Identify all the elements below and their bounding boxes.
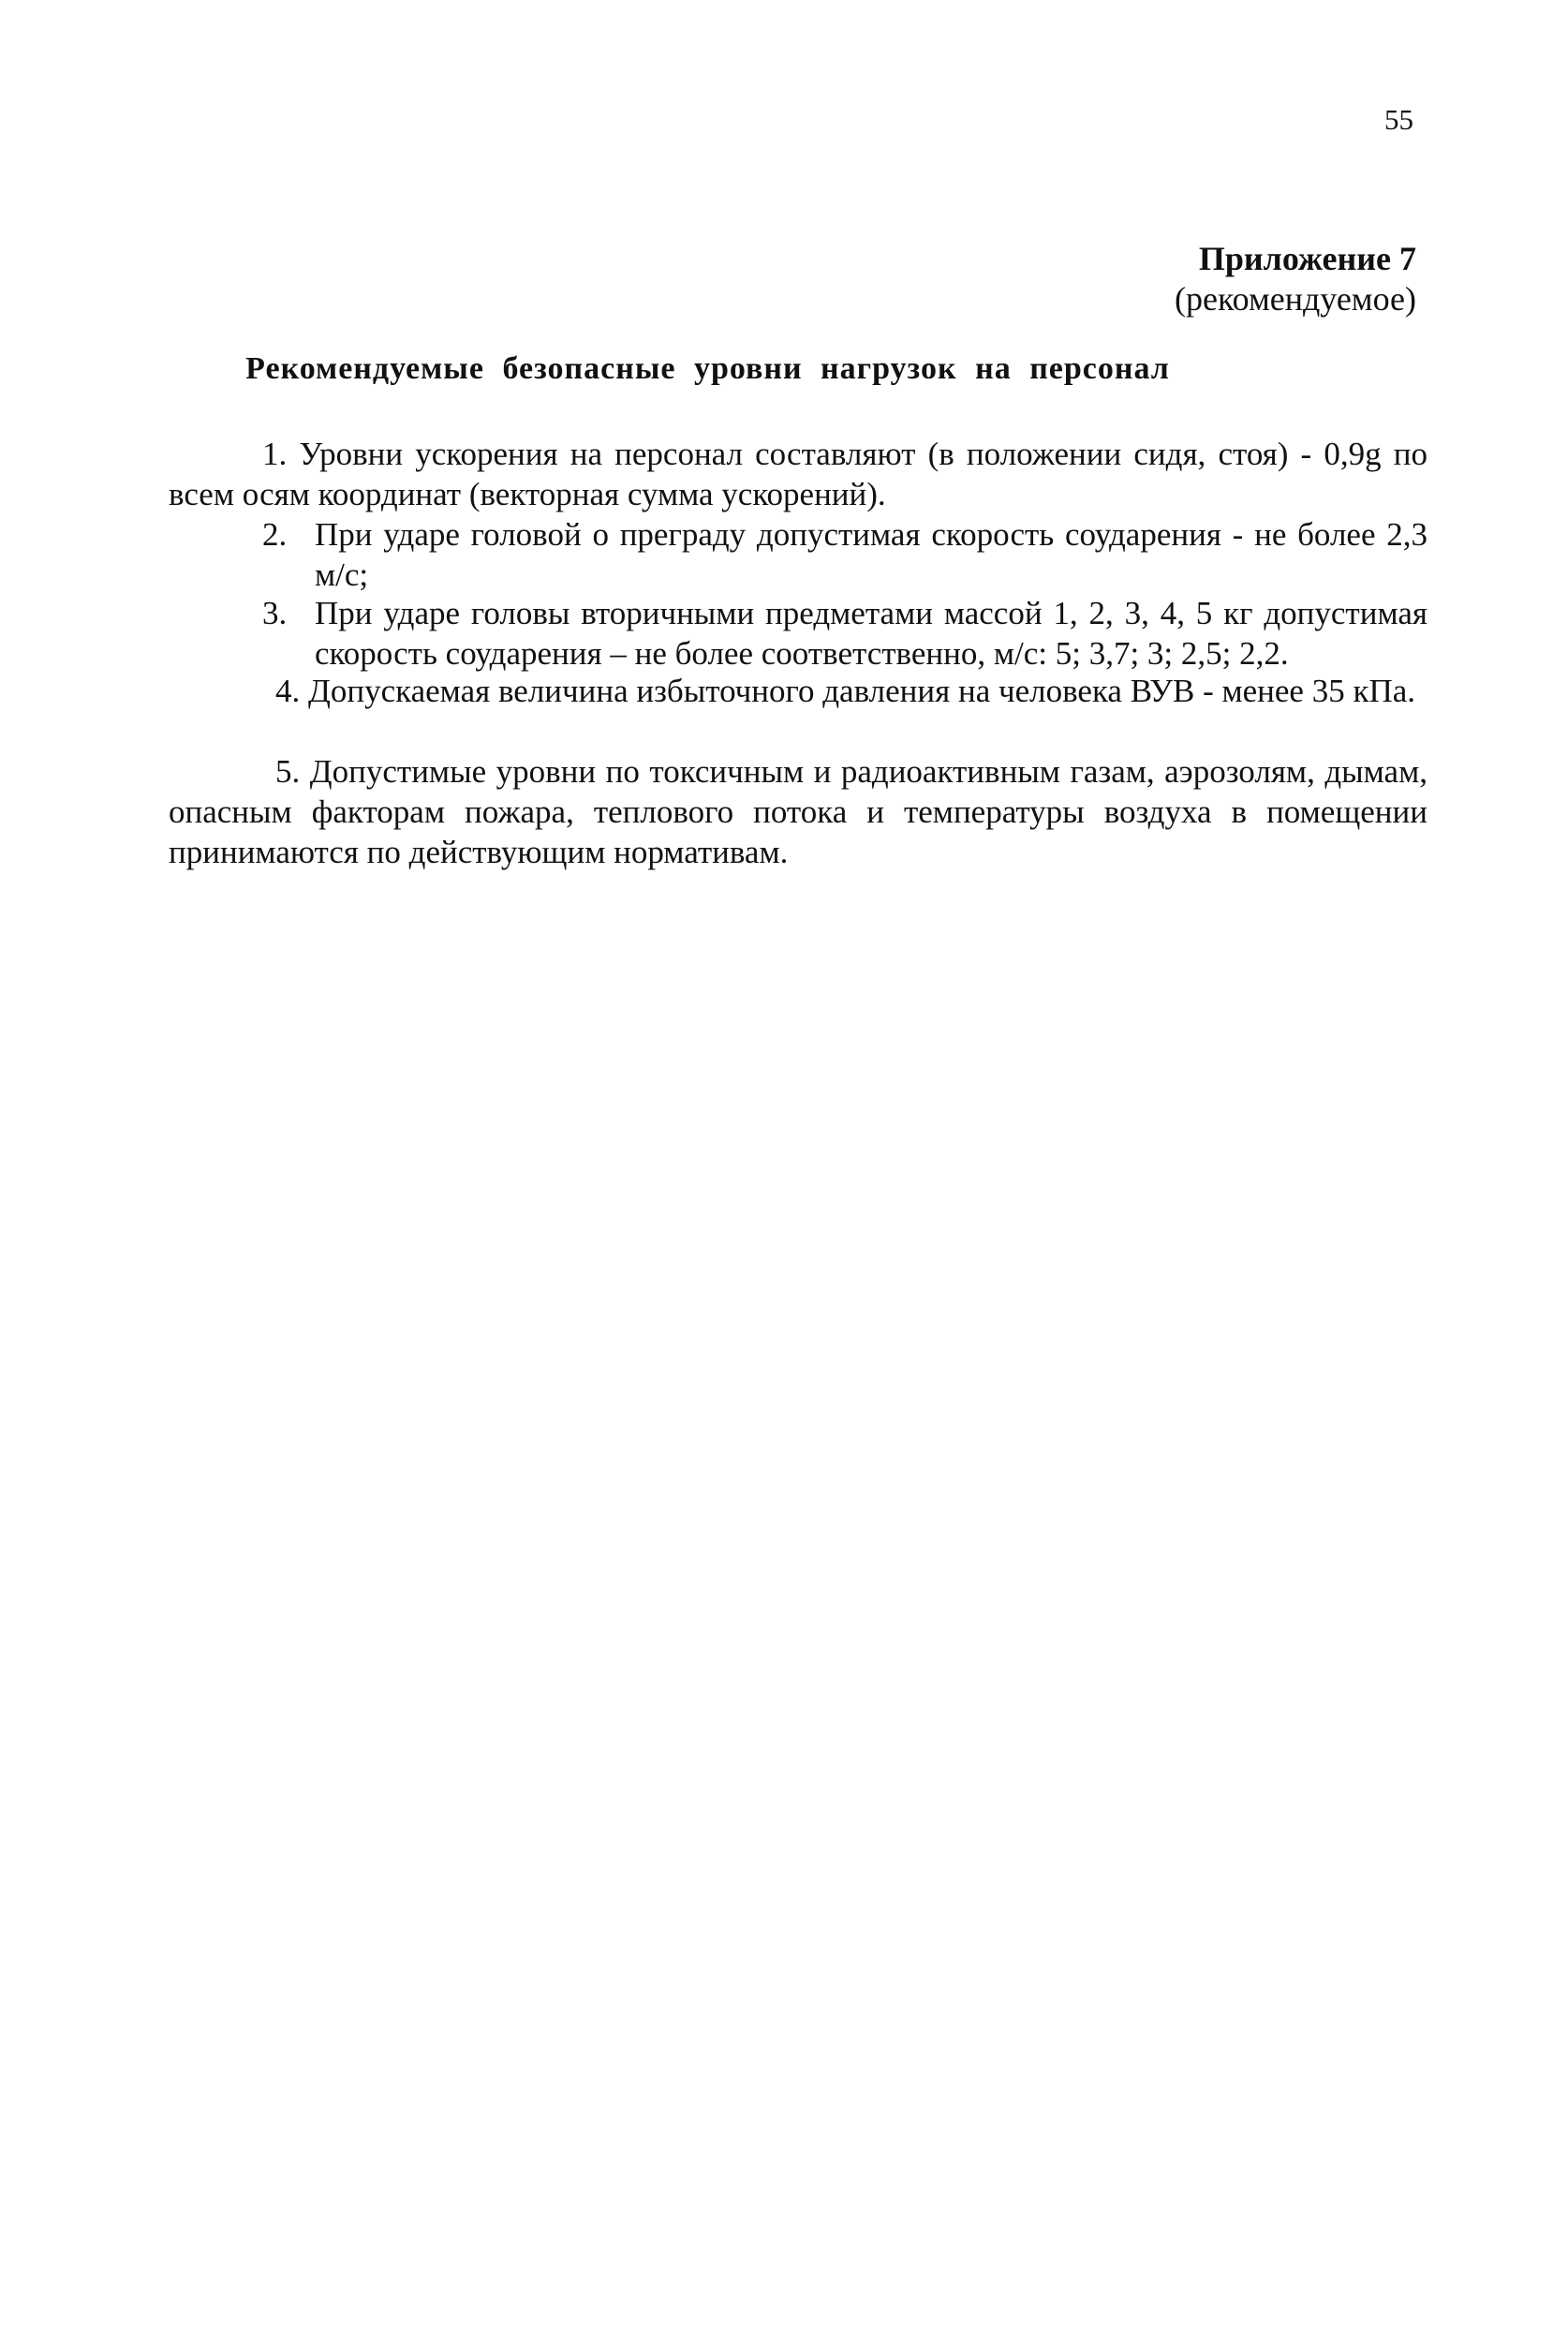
list-item <box>169 751 1427 872</box>
list-item-text: 4. Допускаемая величина избыточного давления на человека ВУВ - менее 35 кПа. <box>275 673 1416 709</box>
list-item-text: При ударе головы вторичными предметами массой 1, 2, 3, 4, 5 кг допустимая скорость соударения – не более соответственно, м/с: 5; 3,7; 3; 2,5; 2,2. <box>315 595 1427 672</box>
list-item <box>169 593 1427 674</box>
appendix-subtitle: (рекомендуемое) <box>1175 280 1416 318</box>
list-item-text: 5. Допустимые уровни по токсичным и радиоактивным газам, аэрозолям, дымам, опасным факторам пожара, теплового потока и температуры воздуха в помещении принимаются по действующим нормативам. <box>169 753 1427 870</box>
list-item <box>169 514 1427 595</box>
list-item-text: При ударе головой о преграду допустимая скорость соударения - не более 2,3 м/с; <box>315 516 1427 593</box>
list-item-number: 2. <box>262 516 288 553</box>
appendix-title: Приложение 7 <box>1198 240 1416 277</box>
section-heading: Рекомендуемые безопасные уровни нагрузок на персонал <box>245 351 1170 386</box>
page-number: 55 <box>1384 103 1413 136</box>
list-item-text: 1. Уровни ускорения на персонал составляют (в положении сидя, стоя) - 0,9g по всем осям координат (векторная сумма ускорений). <box>169 436 1427 512</box>
list-item <box>169 434 1427 514</box>
list-item <box>169 671 1427 711</box>
list-item-number: 3. <box>262 595 288 631</box>
